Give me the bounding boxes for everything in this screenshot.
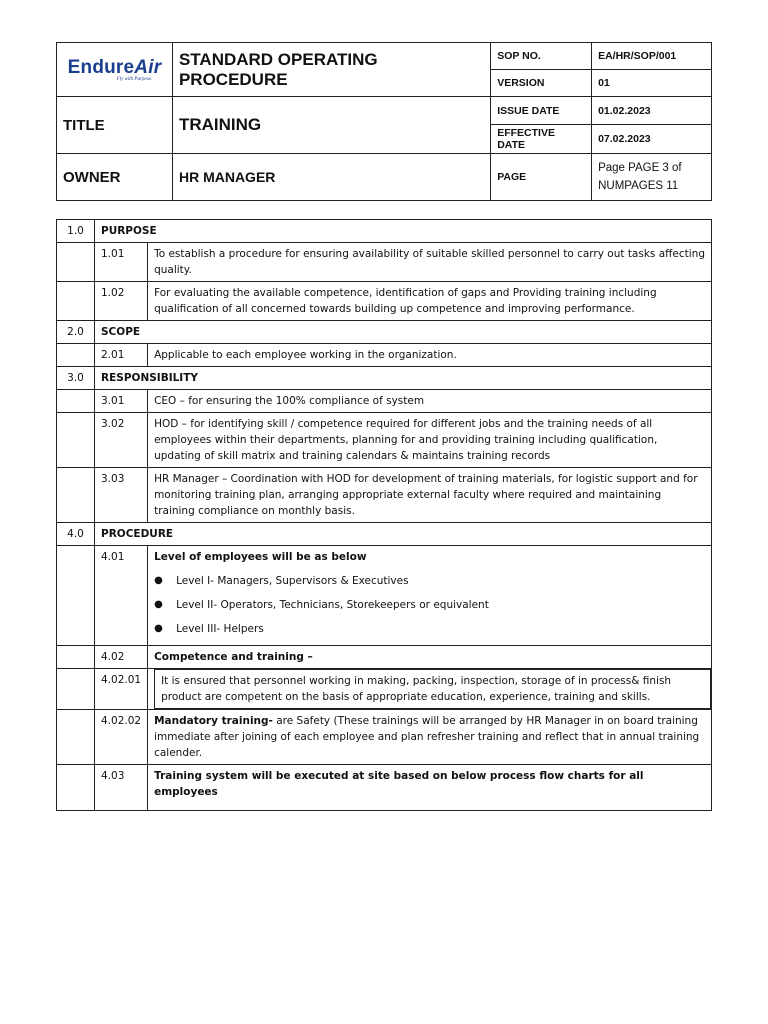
clause-mandatory-training [148, 710, 712, 765]
table-row [57, 390, 712, 413]
table-row [57, 344, 712, 367]
section-number: 4.0 [57, 523, 95, 546]
section-row-responsibility [57, 367, 712, 390]
list-item [154, 597, 705, 613]
table-row [57, 646, 712, 669]
clause-number: 1.01 [95, 243, 148, 282]
clause-text-cell [148, 669, 712, 710]
sop-content-table [56, 219, 712, 811]
owner-value: HR MANAGER [172, 154, 490, 201]
clause-number: 4.02.02 [95, 710, 148, 765]
section-row-procedure [57, 523, 712, 546]
section-row-scope [57, 321, 712, 344]
page-value-line2: NUMPAGES 11 [598, 180, 679, 192]
issue-date-value: 01.02.2023 [592, 97, 712, 125]
clause-text: For evaluating the available competence, identification of gaps and Providing training including qualification of all concerned towards building up competence and improving performance. [148, 282, 712, 321]
list-item-text: Level I- Managers, Supervisors & Executives [176, 575, 409, 587]
clause-text: To establish a procedure for ensuring availability of suitable skilled personnel to carry out tasks affecting quality. [148, 243, 712, 282]
doc-type-title: STANDARD OPERATING PROCEDURE [172, 43, 490, 97]
table-row [57, 765, 712, 811]
clause-text: Applicable to each employee working in the organization. [148, 344, 712, 367]
clause-number: 1.02 [95, 282, 148, 321]
table-row [57, 710, 712, 765]
section-title: PROCEDURE [95, 523, 712, 546]
logo-name: Endure [67, 57, 135, 78]
section-number: 1.0 [57, 220, 95, 243]
issue-date-label: ISSUE DATE [491, 97, 592, 125]
page-label: PAGE [491, 154, 592, 201]
list-item [154, 573, 705, 589]
clause-text: HR Manager – Coordination with HOD for development of training materials, for logistic support and for monitoring training plan, arranging appropriate external faculty where required and maintaining training compliance on monthly basis. [148, 468, 712, 523]
company-logo [57, 43, 173, 97]
list-item-text: Level II- Operators, Technicians, Storekeepers or equivalent [176, 599, 489, 611]
table-row [57, 282, 712, 321]
table-row [57, 546, 712, 646]
section-number: 3.0 [57, 367, 95, 390]
clause-number: 4.01 [95, 546, 148, 646]
clause-number: 3.01 [95, 390, 148, 413]
table-row [57, 669, 712, 710]
clause-text: CEO – for ensuring the 100% compliance of system [148, 390, 712, 413]
clause-number: 3.03 [95, 468, 148, 523]
clause-heading: Competence and training – [148, 646, 712, 669]
page-value [592, 154, 712, 201]
sop-no-label: SOP NO. [491, 43, 592, 70]
bullet-icon: ● [154, 575, 163, 586]
clause-number: 4.02.01 [95, 669, 148, 710]
version-value: 01 [592, 70, 712, 97]
clause-lead: Mandatory training- [154, 715, 273, 727]
section-row-purpose [57, 220, 712, 243]
effective-date-value: 07.02.2023 [592, 125, 712, 154]
owner-label: OWNER [57, 154, 173, 201]
table-row [57, 243, 712, 282]
clause-text: HOD – for identifying skill / competence required for different jobs and the training needs of all employees within their departments, planning for and providing training including qualification, updating of skill matrix and training calendars & maintains training records [148, 413, 712, 468]
table-row [57, 413, 712, 468]
clause-heading: Level of employees will be as below [154, 551, 367, 563]
list-item-text: Level III- Helpers [176, 623, 264, 635]
effective-date-label: EFFECTIVE DATE [491, 125, 592, 154]
sop-header-table [56, 42, 712, 201]
clause-text: are Safety (These trainings will be arranged by HR Manager in on board training immediate after joining of each employee and plan refresher training and reflect that in annual training calender. [154, 715, 700, 759]
section-title: RESPONSIBILITY [95, 367, 712, 390]
logo-tagline: Fly with Purpose. [116, 77, 153, 82]
section-number: 2.0 [57, 321, 95, 344]
bullet-icon: ● [154, 599, 163, 610]
table-row [57, 468, 712, 523]
sop-no-value: EA/HR/SOP/001 [592, 43, 712, 70]
list-item [154, 621, 705, 637]
clause-number: 3.02 [95, 413, 148, 468]
logo-name-accent: Air [134, 57, 162, 78]
page-value-line1: Page PAGE 3 of [598, 162, 682, 174]
clause-number: 4.03 [95, 765, 148, 811]
section-title: PURPOSE [95, 220, 712, 243]
clause-number: 4.02 [95, 646, 148, 669]
version-label: VERSION [491, 70, 592, 97]
clause-text: Training system will be executed at site based on below process flow charts for all employees [148, 765, 712, 811]
title-value: TRAINING [172, 97, 490, 154]
title-label: TITLE [57, 97, 173, 154]
clause-employee-levels [148, 546, 712, 646]
clause-text: It is ensured that personnel working in making, packing, inspection, storage of in process& finish product are competent on the basis of appropriate education, experience, training and skills. [154, 669, 711, 709]
section-title: SCOPE [95, 321, 712, 344]
clause-number: 2.01 [95, 344, 148, 367]
bullet-icon: ● [154, 623, 163, 634]
